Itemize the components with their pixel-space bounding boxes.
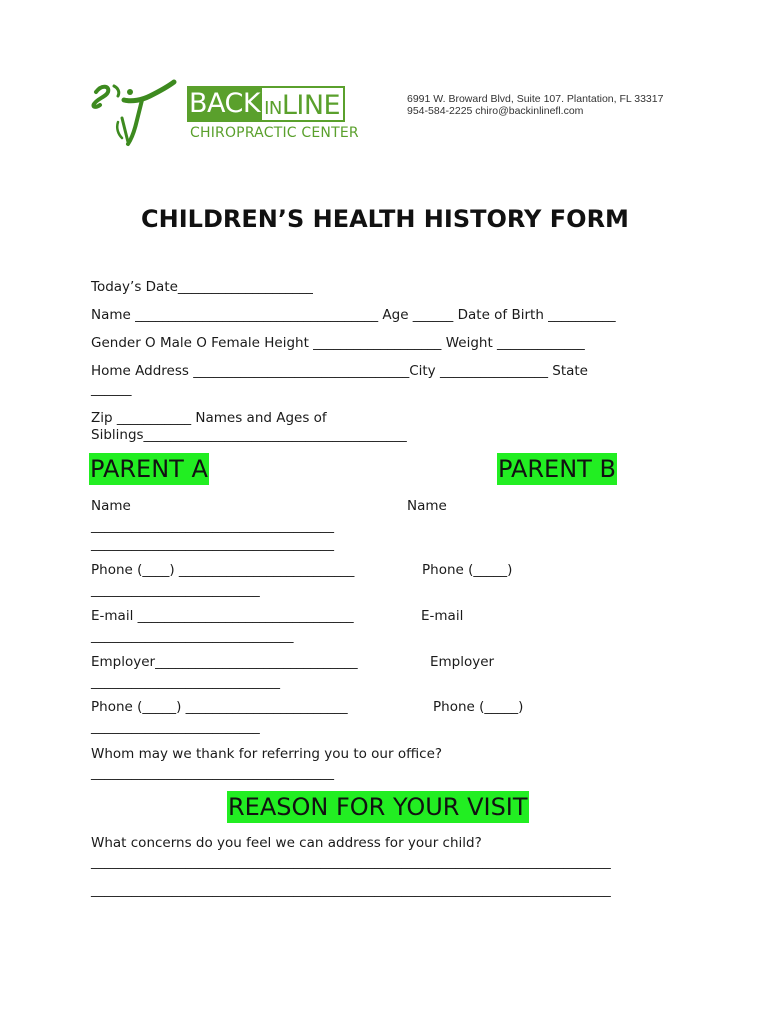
name-age-dob-row[interactable]: Name ____________________________________ Age ______ Date of Birth __________	[91, 307, 616, 323]
parent-a-name-line-2[interactable]: ____________________________________	[91, 536, 334, 552]
parent-b-phone-field[interactable]: Phone (_____)	[422, 562, 513, 578]
parent-a-phone-field[interactable]: Phone (____) __________________________	[91, 562, 355, 578]
parent-b-name-label: Name	[407, 498, 447, 514]
parent-a-name-line-1[interactable]: ____________________________________	[91, 518, 334, 534]
parent-b-heading: PARENT B	[498, 455, 616, 483]
concerns-answer-line-1[interactable]: _____________________________________________________________________________	[91, 854, 611, 870]
todays-date-field[interactable]: Today’s Date____________________	[91, 279, 313, 295]
parent-a-name-label: Name	[91, 498, 131, 514]
clinic-address	[407, 93, 663, 117]
parent-a-email-wrap[interactable]: ______________________________	[91, 628, 294, 644]
brand-wordmark	[187, 86, 371, 122]
address-line-2: 954-584-2225 chiro@backinlinefl.com	[407, 105, 584, 117]
parent-b-employer-field[interactable]: Employer	[430, 654, 495, 670]
concerns-question: What concerns do you feel we can address for your child?	[91, 835, 482, 851]
parent-a-employer-field[interactable]: Employer______________________________	[91, 654, 358, 670]
brand-line-word: LINE	[281, 90, 341, 121]
parent-b-email-field[interactable]: E-mail	[421, 608, 464, 624]
zip-row[interactable]: Zip ___________ Names and Ages of	[91, 410, 327, 426]
parent-a-heading: PARENT A	[90, 455, 208, 483]
siblings-row[interactable]: Siblings_______________________________________	[91, 427, 407, 443]
spine-figure-icon	[88, 78, 183, 150]
address-line-1: 6991 W. Broward Blvd, Suite 107. Plantation, FL 33317	[407, 93, 664, 105]
referral-question: Whom may we thank for referring you to our office?	[91, 746, 443, 762]
parent-a-employer-wrap[interactable]: ____________________________	[91, 674, 280, 690]
parent-a-phone2-field[interactable]: Phone (_____) ________________________	[91, 699, 348, 715]
home-address-row-wrap[interactable]: ______	[91, 381, 132, 397]
brand-subtitle: CHIROPRACTIC CENTER	[190, 125, 359, 141]
brand-back-text: BACK	[187, 86, 262, 122]
parent-b-phone2-field[interactable]: Phone (_____)	[433, 699, 524, 715]
brand-in-text: IN	[264, 98, 282, 119]
parent-a-phone-wrap[interactable]: _________________________	[91, 582, 260, 598]
brand-line-text	[262, 86, 345, 122]
referral-answer-line[interactable]: ____________________________________	[91, 765, 334, 781]
page-title: CHILDREN’S HEALTH HISTORY FORM	[141, 205, 629, 233]
home-address-row[interactable]: Home Address ________________________________City ________________ State	[91, 363, 588, 379]
gender-height-weight-row[interactable]: Gender O Male O Female Height ___________________ Weight _____________	[91, 335, 585, 351]
reason-heading: REASON FOR YOUR VISIT	[228, 793, 528, 821]
parent-a-phone2-wrap[interactable]: _________________________	[91, 719, 260, 735]
parent-a-email-field[interactable]: E-mail ________________________________	[91, 608, 354, 624]
concerns-answer-line-2[interactable]: _____________________________________________________________________________	[91, 882, 611, 898]
